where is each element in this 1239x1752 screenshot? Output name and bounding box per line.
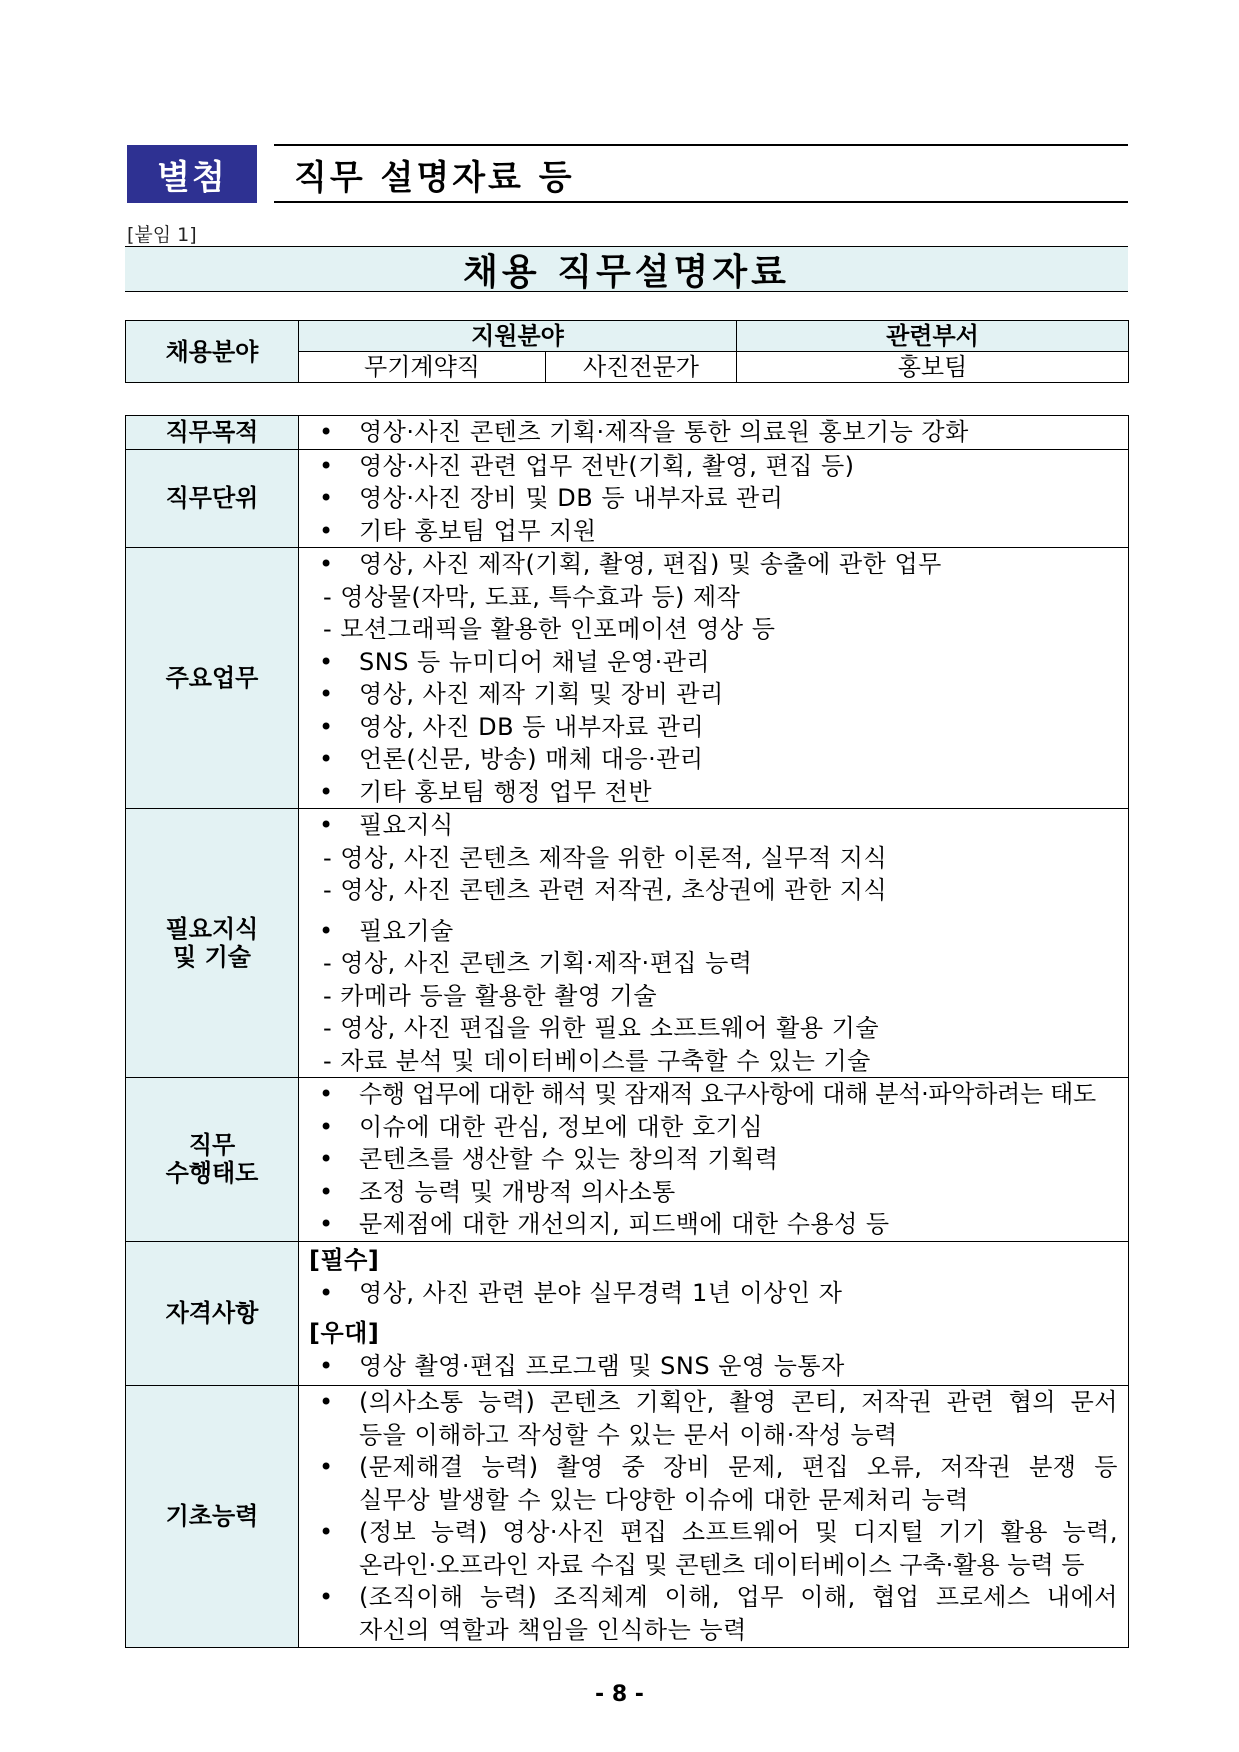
sub-item: - 모션그래픽을 활용한 인포메이션 영상 등 xyxy=(323,615,776,643)
main-duties-content xyxy=(299,548,1129,809)
page-number: - 8 - xyxy=(595,1682,644,1707)
list-item: 영상, 사진 제작(기획, 촬영, 편집) 및 송출에 관한 업무 xyxy=(359,550,942,578)
sub-item: - 자료 분석 및 데이터베이스를 구축할 수 있는 기술 xyxy=(323,1046,871,1075)
list-item: 필요기술 xyxy=(359,916,454,945)
bullet-icon: • xyxy=(319,811,334,839)
main-duties-label: 주요업무 xyxy=(126,548,299,809)
attitude-label xyxy=(126,1078,299,1242)
sub-item: - 영상, 사진 콘텐츠 관련 저작권, 초상권에 관한 지식 xyxy=(323,876,888,904)
table-row xyxy=(126,416,1129,450)
attitude-label-line2: 수행태도 xyxy=(165,1159,259,1188)
bullet-icon: • xyxy=(319,1145,334,1173)
document-title: 채용 직무설명자료 xyxy=(125,246,1128,292)
bullet-icon: • xyxy=(319,745,334,773)
table-row xyxy=(126,449,1129,548)
list-item: 기타 홍보팀 행정 업무 전반 xyxy=(359,777,653,806)
attitude-label-line1: 직무 xyxy=(188,1131,236,1160)
table-row xyxy=(126,1385,1129,1647)
bullet-icon: • xyxy=(319,451,334,480)
list-item: 영상, 사진 DB 등 내부자료 관리 xyxy=(359,712,705,741)
sub-item: - 카메라 등을 활용한 촬영 기술 xyxy=(323,981,658,1010)
list-item: 조정 능력 및 개방적 의사소통 xyxy=(359,1177,676,1206)
bullet-icon: • xyxy=(319,484,334,512)
recruit-row-label: 채용분야 xyxy=(126,321,299,383)
list-item-continued: 실무상 발생할 수 있는 다양한 이슈에 대한 문제처리 능력 xyxy=(359,1485,969,1514)
list-item: 이슈에 대한 관심, 정보에 대한 호기심 xyxy=(359,1112,764,1141)
list-item: 영상·사진 장비 및 DB 등 내부자료 관리 xyxy=(359,484,784,512)
bullet-icon: • xyxy=(319,1518,334,1546)
attitude-content xyxy=(299,1078,1129,1242)
list-item: 영상 촬영·편집 프로그램 및 SNS 운영 능통자 xyxy=(359,1351,845,1380)
bullet-icon: • xyxy=(319,712,334,741)
list-item: 언론(신문, 방송) 매체 대응·관리 xyxy=(359,745,704,773)
list-item: (조직이해 능력) 조직체계 이해, 업무 이해, 협업 프로세스 내에서 xyxy=(359,1583,1118,1611)
sub-item: - 영상, 사진 콘텐츠 기획·제작·편집 능력 xyxy=(323,949,753,977)
list-item: (의사소통 능력) 콘텐츠 기획안, 촬영 콘티, 저작권 관련 협의 문서 xyxy=(359,1388,1118,1416)
purpose-content xyxy=(299,416,1129,450)
sub-item: - 영상물(자막, 도표, 특수효과 등) 제작 xyxy=(323,582,741,611)
header-rule-top xyxy=(274,144,1128,146)
list-item: 영상, 사진 관련 분야 실무경력 1년 이상인 자 xyxy=(359,1278,843,1307)
knowledge-label xyxy=(126,809,299,1078)
list-item: SNS 등 뉴미디어 채널 운영·관리 xyxy=(359,647,711,676)
sub-item: - 영상, 사진 편집을 위한 필요 소프트웨어 활용 기술 xyxy=(323,1014,879,1042)
list-item: 수행 업무에 대한 해석 및 잠재적 요구사항에 대해 분석·파악하려는 태도 xyxy=(359,1080,1096,1108)
page-title: 직무 설명자료 등 xyxy=(294,158,575,198)
bullet-icon: • xyxy=(319,1112,334,1141)
unit-label: 직무단위 xyxy=(126,449,299,548)
sub-item: - 영상, 사진 콘텐츠 제작을 위한 이론적, 실무적 지식 xyxy=(323,843,888,872)
bullet-icon: • xyxy=(319,1080,334,1108)
appendix-badge: 별첨 xyxy=(127,145,257,203)
field-type-cell: 무기계약직 xyxy=(299,352,546,383)
bullet-icon: • xyxy=(319,680,334,708)
bullet-icon: • xyxy=(319,1210,334,1238)
purpose-label: 직무목적 xyxy=(126,416,299,450)
attachment-label: [붙임 1] xyxy=(127,224,197,246)
recruit-table xyxy=(125,320,1129,383)
qualification-content xyxy=(299,1241,1129,1385)
col-header-dept: 관련부서 xyxy=(737,321,1129,352)
knowledge-label-line2: 및 기술 xyxy=(173,943,251,971)
bullet-icon: • xyxy=(319,1453,334,1481)
knowledge-label-line1: 필요지식 xyxy=(165,915,259,943)
list-item: 문제점에 대한 개선의지, 피드백에 대한 수용성 등 xyxy=(359,1210,890,1238)
col-header-field: 지원분야 xyxy=(299,321,737,352)
basic-ability-label: 기초능력 xyxy=(126,1385,299,1647)
list-item: 콘텐츠를 생산할 수 있는 창의적 기획력 xyxy=(359,1145,779,1173)
required-heading: [필수] xyxy=(309,1246,380,1274)
knowledge-content xyxy=(299,809,1129,1078)
bullet-icon: • xyxy=(319,1278,334,1307)
list-item-continued: 자신의 역할과 책임을 인식하는 능력 xyxy=(359,1615,747,1644)
list-item: 영상·사진 콘텐츠 기획·제작을 통한 의료원 홍보기능 강화 xyxy=(359,418,969,446)
table-row xyxy=(126,1078,1129,1242)
table-row xyxy=(126,809,1129,1078)
unit-content xyxy=(299,449,1129,548)
bullet-icon: • xyxy=(319,550,334,578)
list-item: (정보 능력) 영상·사진 편집 소프트웨어 및 디지털 기기 활용 능력, xyxy=(359,1518,1118,1546)
field-role-cell: 사진전문가 xyxy=(546,352,737,383)
list-item: 영상·사진 관련 업무 전반(기획, 촬영, 편집 등) xyxy=(359,451,855,480)
bullet-icon: • xyxy=(319,1583,334,1611)
preferred-heading: [우대] xyxy=(309,1319,380,1347)
qualification-label: 자격사항 xyxy=(126,1241,299,1385)
list-item: 필요지식 xyxy=(359,811,454,839)
list-item: (문제해결 능력) 촬영 중 장비 문제, 편집 오류, 저작권 분쟁 등 xyxy=(359,1453,1118,1481)
list-item-continued: 등을 이해하고 작성할 수 있는 문서 이해·작성 능력 xyxy=(359,1420,898,1449)
list-item-continued: 온라인·오프라인 자료 수집 및 콘텐츠 데이터베이스 구축·활용 능력 등 xyxy=(359,1550,1085,1579)
table-row xyxy=(126,548,1129,809)
dept-cell: 홍보팀 xyxy=(737,352,1129,383)
bullet-icon: • xyxy=(319,1177,334,1206)
bullet-icon: • xyxy=(319,777,334,806)
header-rule-bottom xyxy=(274,201,1128,203)
list-item: 영상, 사진 제작 기획 및 장비 관리 xyxy=(359,680,724,708)
bullet-icon: • xyxy=(319,1351,334,1380)
bullet-icon: • xyxy=(319,1388,334,1416)
list-item: 기타 홍보팀 업무 지원 xyxy=(359,516,597,545)
duties-table xyxy=(125,415,1129,1648)
bullet-icon: • xyxy=(319,916,334,945)
bullet-icon: • xyxy=(319,516,334,545)
basic-ability-content xyxy=(299,1385,1129,1647)
table-row xyxy=(126,1241,1129,1385)
bullet-icon: • xyxy=(319,418,334,446)
bullet-icon: • xyxy=(319,647,334,676)
